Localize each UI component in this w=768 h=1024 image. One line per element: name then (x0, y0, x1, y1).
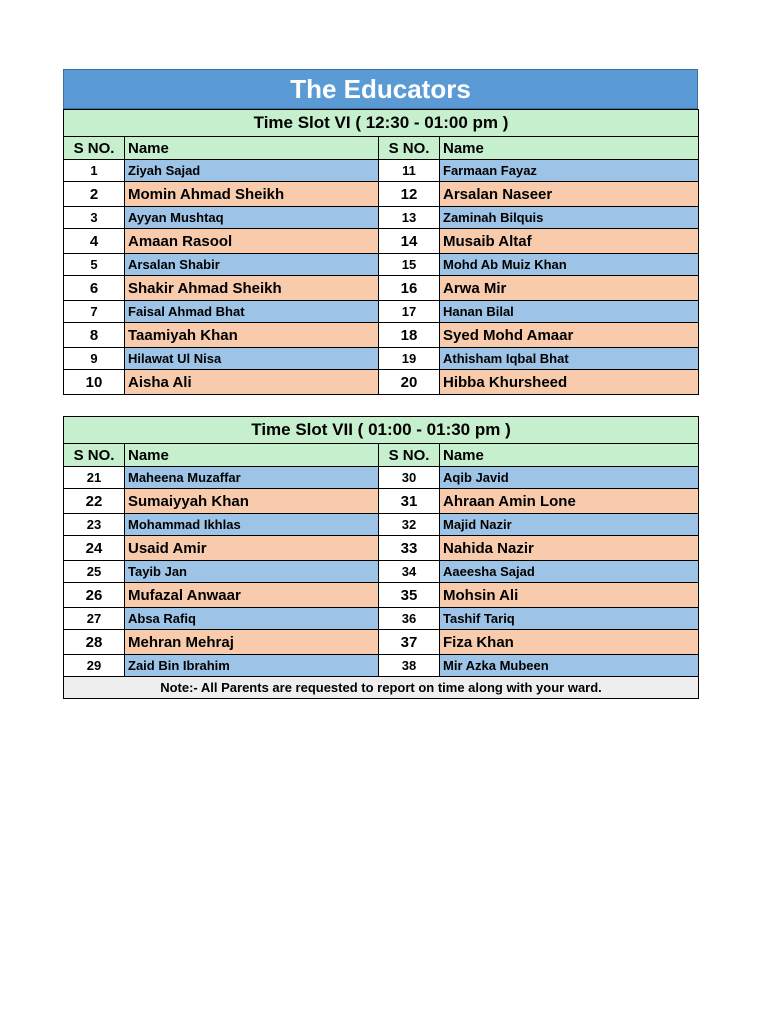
serial-number: 32 (379, 514, 440, 536)
student-name: Shakir Ahmad Sheikh (125, 276, 379, 301)
column-header-sno: S NO. (379, 444, 440, 467)
student-name: Syed Mohd Amaar (440, 323, 699, 348)
time-slot-table (63, 416, 699, 699)
table-row (64, 370, 699, 395)
student-name: Mohammad Ikhlas (125, 514, 379, 536)
student-name: Hilawat Ul Nisa (125, 348, 379, 370)
serial-number: 3 (64, 207, 125, 229)
student-name: Faisal Ahmad Bhat (125, 301, 379, 323)
student-name: Amaan Rasool (125, 229, 379, 254)
student-name: Zaid Bin Ibrahim (125, 655, 379, 677)
student-name: Majid Nazir (440, 514, 699, 536)
student-name: Hibba Khursheed (440, 370, 699, 395)
table-row (64, 536, 699, 561)
serial-number: 21 (64, 467, 125, 489)
student-name: Hanan Bilal (440, 301, 699, 323)
student-name: Athisham Iqbal Bhat (440, 348, 699, 370)
slot-label: Time Slot VI ( 12:30 - 01:00 pm ) (64, 110, 699, 137)
student-name: Arwa Mir (440, 276, 699, 301)
table-row (64, 348, 699, 370)
student-name: Arsalan Naseer (440, 182, 699, 207)
parent-note: Note:- All Parents are requested to report on time along with your ward. (64, 677, 699, 699)
serial-number: 10 (64, 370, 125, 395)
serial-number: 29 (64, 655, 125, 677)
schedule-sheet (63, 69, 698, 699)
table-row (64, 583, 699, 608)
serial-number: 11 (379, 160, 440, 182)
serial-number: 35 (379, 583, 440, 608)
student-name: Mohd Ab Muiz Khan (440, 254, 699, 276)
student-name: Taamiyah Khan (125, 323, 379, 348)
student-name: Ahraan Amin Lone (440, 489, 699, 514)
serial-number: 27 (64, 608, 125, 630)
serial-number: 4 (64, 229, 125, 254)
student-name: Maheena Muzaffar (125, 467, 379, 489)
column-header-sno: S NO. (64, 137, 125, 160)
student-name: Mir Azka Mubeen (440, 655, 699, 677)
student-name: Fiza Khan (440, 630, 699, 655)
serial-number: 30 (379, 467, 440, 489)
student-name: Nahida Nazir (440, 536, 699, 561)
table-row (64, 276, 699, 301)
column-header-sno: S NO. (379, 137, 440, 160)
student-name: Sumaiyyah Khan (125, 489, 379, 514)
student-name: Mohsin Ali (440, 583, 699, 608)
student-name: Momin Ahmad Sheikh (125, 182, 379, 207)
table-row (64, 630, 699, 655)
serial-number: 17 (379, 301, 440, 323)
column-header-name: Name (440, 137, 699, 160)
student-name: Absa Rafiq (125, 608, 379, 630)
serial-number: 18 (379, 323, 440, 348)
table-row (64, 160, 699, 182)
serial-number: 23 (64, 514, 125, 536)
student-name: Tashif Tariq (440, 608, 699, 630)
table-row (64, 608, 699, 630)
table-row (64, 467, 699, 489)
column-header-name: Name (125, 137, 379, 160)
table-row (64, 561, 699, 583)
table-row (64, 254, 699, 276)
serial-number: 7 (64, 301, 125, 323)
serial-number: 25 (64, 561, 125, 583)
serial-number: 5 (64, 254, 125, 276)
serial-number: 2 (64, 182, 125, 207)
serial-number: 14 (379, 229, 440, 254)
page-title: The Educators (63, 69, 698, 109)
serial-number: 26 (64, 583, 125, 608)
student-name: Aisha Ali (125, 370, 379, 395)
student-name: Farmaan Fayaz (440, 160, 699, 182)
table-row (64, 301, 699, 323)
serial-number: 33 (379, 536, 440, 561)
student-name: Zaminah Bilquis (440, 207, 699, 229)
student-name: Aqib Javid (440, 467, 699, 489)
serial-number: 24 (64, 536, 125, 561)
column-header-sno: S NO. (64, 444, 125, 467)
table-row (64, 655, 699, 677)
table-row (64, 229, 699, 254)
serial-number: 19 (379, 348, 440, 370)
student-name: Aaeesha Sajad (440, 561, 699, 583)
serial-number: 20 (379, 370, 440, 395)
serial-number: 8 (64, 323, 125, 348)
serial-number: 37 (379, 630, 440, 655)
table-row (64, 514, 699, 536)
serial-number: 6 (64, 276, 125, 301)
student-name: Mufazal Anwaar (125, 583, 379, 608)
student-name: Musaib Altaf (440, 229, 699, 254)
student-name: Ziyah Sajad (125, 160, 379, 182)
serial-number: 22 (64, 489, 125, 514)
serial-number: 36 (379, 608, 440, 630)
serial-number: 15 (379, 254, 440, 276)
column-header-name: Name (440, 444, 699, 467)
serial-number: 28 (64, 630, 125, 655)
student-name: Mehran Mehraj (125, 630, 379, 655)
table-row (64, 207, 699, 229)
student-name: Arsalan Shabir (125, 254, 379, 276)
student-name: Tayib Jan (125, 561, 379, 583)
serial-number: 16 (379, 276, 440, 301)
table-row (64, 489, 699, 514)
serial-number: 12 (379, 182, 440, 207)
table-row (64, 182, 699, 207)
time-slot-table (63, 109, 699, 395)
serial-number: 34 (379, 561, 440, 583)
slot-label: Time Slot VII ( 01:00 - 01:30 pm ) (64, 417, 699, 444)
student-name: Usaid Amir (125, 536, 379, 561)
serial-number: 13 (379, 207, 440, 229)
serial-number: 9 (64, 348, 125, 370)
serial-number: 31 (379, 489, 440, 514)
table-row (64, 323, 699, 348)
serial-number: 38 (379, 655, 440, 677)
serial-number: 1 (64, 160, 125, 182)
column-header-name: Name (125, 444, 379, 467)
student-name: Ayyan Mushtaq (125, 207, 379, 229)
